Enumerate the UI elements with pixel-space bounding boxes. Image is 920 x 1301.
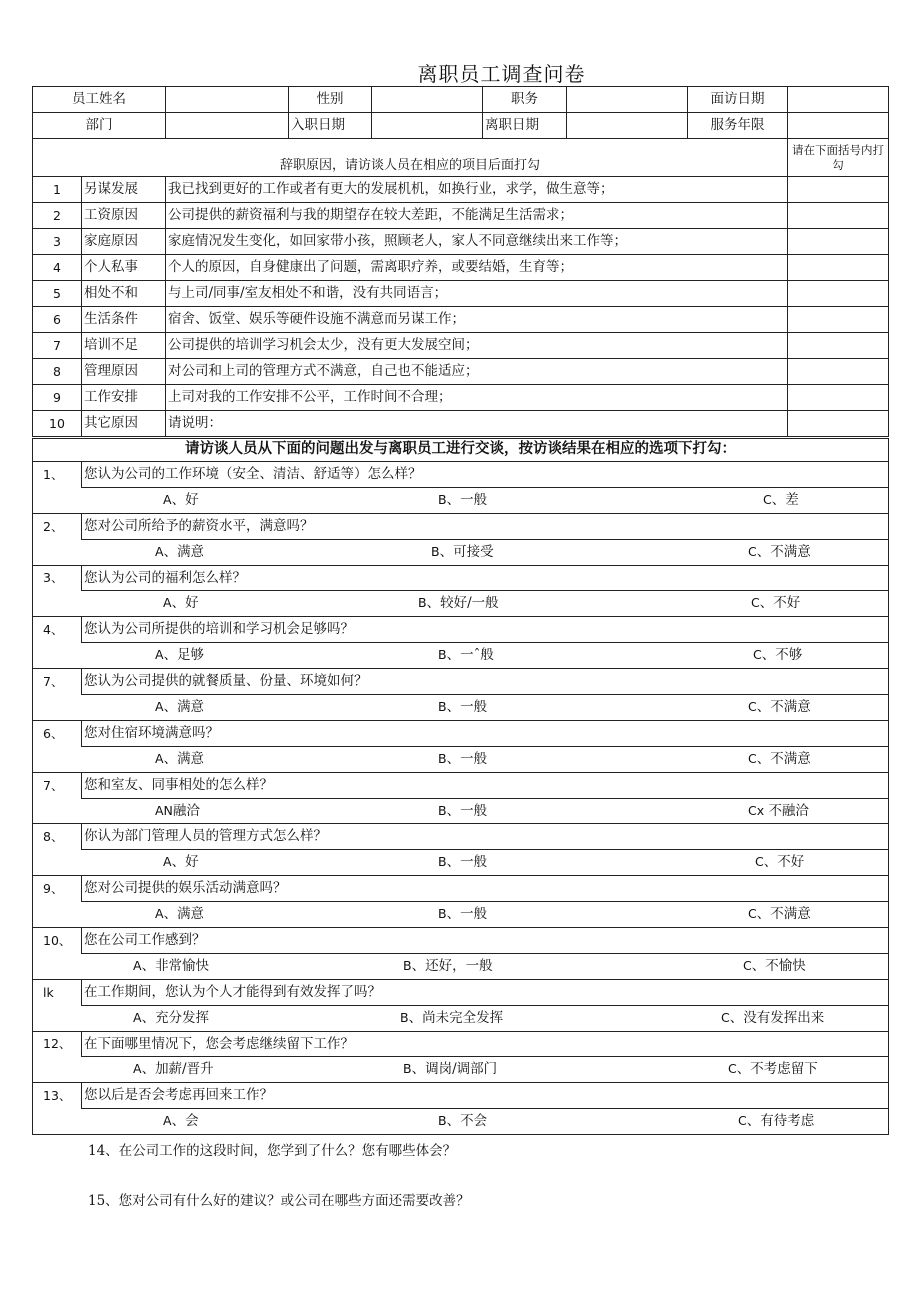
option-letter: C bbox=[721, 1009, 730, 1025]
reason-number: 3 bbox=[33, 229, 82, 255]
option-c[interactable] bbox=[748, 804, 809, 819]
option-separator: 、 bbox=[736, 1061, 751, 1078]
option-text: 有待考虑 bbox=[760, 1113, 815, 1130]
reason-checkbox[interactable] bbox=[788, 385, 889, 411]
option-letter: A bbox=[155, 699, 164, 715]
question-number: 2、 bbox=[33, 513, 82, 539]
option-c[interactable] bbox=[748, 545, 811, 560]
reason-checkbox[interactable] bbox=[788, 255, 889, 281]
option-separator: 、 bbox=[171, 595, 186, 612]
question-text: 您对住宿环境满意吗？ bbox=[82, 720, 889, 746]
reason-number: 7 bbox=[33, 333, 82, 359]
reason-checkbox[interactable] bbox=[788, 307, 889, 333]
option-text: 会 bbox=[185, 1113, 199, 1130]
option-b[interactable] bbox=[438, 907, 487, 922]
option-text: 不会 bbox=[460, 1113, 488, 1130]
option-letter: B bbox=[438, 906, 447, 922]
question-row bbox=[33, 1083, 889, 1109]
question-text: 您对公司提供的娱乐活动满意吗？ bbox=[82, 876, 889, 902]
options-cell bbox=[33, 487, 889, 513]
option-letter: A bbox=[155, 543, 164, 559]
option-separator: 、 bbox=[446, 750, 461, 767]
question-row bbox=[33, 1031, 889, 1057]
option-separator: 、 bbox=[439, 543, 454, 560]
option-b[interactable] bbox=[400, 1011, 503, 1026]
interview-instruction-row bbox=[33, 439, 889, 462]
reason-name: 管理原因 bbox=[82, 359, 166, 385]
option-text: 一般 bbox=[460, 906, 488, 923]
option-letter: C bbox=[755, 854, 764, 870]
option-text: 一般 bbox=[460, 854, 488, 871]
reason-row bbox=[33, 333, 889, 359]
option-text: 不够 bbox=[775, 647, 803, 664]
options-row bbox=[33, 695, 889, 721]
option-text: 不满意 bbox=[770, 750, 811, 767]
option-c[interactable] bbox=[748, 700, 811, 715]
option-b[interactable] bbox=[438, 855, 487, 870]
reasons-instruction: 辞职原因，请访谈人员在相应的项目后面打勾 bbox=[33, 139, 788, 177]
options-row bbox=[33, 850, 889, 876]
question-row bbox=[33, 928, 889, 954]
open-question-15: 15、您对公司有什么好的建议？或公司在哪些方面还需要改善？ bbox=[88, 1193, 470, 1209]
option-letter: B bbox=[438, 1113, 447, 1129]
question-number: 12、 bbox=[33, 1031, 82, 1057]
option-separator: 、 bbox=[763, 854, 778, 871]
option-a[interactable] bbox=[163, 493, 199, 508]
option-separator: 、 bbox=[751, 957, 766, 974]
question-row bbox=[33, 513, 889, 539]
option-letter: Cx bbox=[748, 802, 765, 818]
option-letter: A bbox=[133, 1061, 142, 1077]
reason-checkbox[interactable] bbox=[788, 203, 889, 229]
option-text: 融洽 bbox=[172, 802, 200, 819]
option-separator: 、 bbox=[163, 906, 178, 923]
option-text: 差 bbox=[785, 491, 799, 508]
reason-row bbox=[33, 255, 889, 281]
options-cell bbox=[33, 695, 889, 721]
option-separator: 、 bbox=[163, 543, 178, 560]
option-c[interactable] bbox=[748, 752, 811, 767]
option-text: 不考虑留下 bbox=[750, 1061, 818, 1078]
reason-number: 4 bbox=[33, 255, 82, 281]
option-separator: 、 bbox=[141, 957, 156, 974]
option-text: 充分发挥 bbox=[155, 1009, 210, 1026]
options-cell bbox=[33, 953, 889, 979]
option-text: 一般 bbox=[460, 491, 488, 508]
reason-row bbox=[33, 203, 889, 229]
option-text: 满意 bbox=[177, 699, 205, 716]
reason-name: 其它原因 bbox=[82, 411, 166, 437]
option-text: 尚未完全发挥 bbox=[422, 1009, 504, 1026]
reason-description: 家庭情况发生变化，如回家带小孩，照顾老人，家人不同意继续出来工作等； bbox=[166, 229, 788, 255]
options-row bbox=[33, 746, 889, 772]
option-separator: 、 bbox=[446, 802, 461, 819]
options-cell bbox=[33, 1005, 889, 1031]
option-text: 满意 bbox=[177, 543, 205, 560]
option-a[interactable] bbox=[155, 804, 200, 819]
question-row bbox=[33, 772, 889, 798]
option-letter: B bbox=[438, 750, 447, 766]
option-letter: B bbox=[418, 595, 427, 611]
question-text: 你认为部门管理人员的管理方式怎么样？ bbox=[82, 824, 889, 850]
option-letter: A bbox=[133, 1009, 142, 1025]
info-row-2 bbox=[33, 113, 889, 139]
reason-checkbox[interactable] bbox=[788, 281, 889, 307]
reason-description: 对公司和上司的管理方式不满意，自己也不能适应； bbox=[166, 359, 788, 385]
option-a[interactable] bbox=[133, 959, 209, 974]
option-text: 没有发挥出来 bbox=[743, 1009, 825, 1026]
option-text: 一般 bbox=[460, 802, 488, 819]
option-letter: A bbox=[163, 854, 172, 870]
options-cell bbox=[33, 591, 889, 617]
option-letter: C bbox=[748, 543, 757, 559]
department-field[interactable] bbox=[166, 113, 289, 139]
mark-column-header: 请在下面括号内打勾 bbox=[788, 139, 889, 177]
option-separator: 、 bbox=[446, 491, 461, 508]
reason-number: 8 bbox=[33, 359, 82, 385]
option-letter: A bbox=[155, 647, 164, 663]
question-text: 您认为公司的工作环境（安全、清洁、舒适等）怎么样？ bbox=[82, 462, 889, 488]
question-number: 3、 bbox=[33, 565, 82, 591]
question-row bbox=[33, 565, 889, 591]
question-text: 您认为公司提供的就餐质量、份量、环境如何？ bbox=[82, 669, 889, 695]
option-letter: B bbox=[438, 699, 447, 715]
question-text: 您对公司所给予的薪资水平，满意吗？ bbox=[82, 513, 889, 539]
question-number: 8、 bbox=[33, 824, 82, 850]
options-cell bbox=[33, 1109, 889, 1135]
option-letter: C bbox=[748, 750, 757, 766]
option-letter: C bbox=[751, 595, 760, 611]
reason-checkbox[interactable] bbox=[788, 359, 889, 385]
option-letter: C bbox=[753, 647, 762, 663]
reason-description: 与上司/同事/室友相处不和谐，没有共同语言； bbox=[166, 281, 788, 307]
reason-checkbox[interactable] bbox=[788, 333, 889, 359]
options-row bbox=[33, 591, 889, 617]
reason-number: 6 bbox=[33, 307, 82, 333]
options-cell bbox=[33, 798, 889, 824]
question-number: 10、 bbox=[33, 928, 82, 954]
reason-number: 10 bbox=[33, 411, 82, 437]
option-text: 不满意 bbox=[770, 543, 811, 560]
option-separator: 、 bbox=[171, 854, 186, 871]
option-separator: 、 bbox=[759, 595, 774, 612]
question-text: 在下面哪里情况下，您会考虑继续留下工作？ bbox=[82, 1031, 889, 1057]
options-cell bbox=[33, 902, 889, 928]
reason-description: 公司提供的薪资福利与我的期望存在较大差距，不能满足生活需求； bbox=[166, 203, 788, 229]
question-row bbox=[33, 617, 889, 643]
option-separator: 、 bbox=[163, 647, 178, 664]
option-letter: B bbox=[438, 802, 447, 818]
question-text: 您在公司工作感到？ bbox=[82, 928, 889, 954]
label-leave-date: 离职日期 bbox=[483, 113, 567, 139]
label-hire-date: 入职日期 bbox=[289, 113, 372, 139]
option-text: 满意 bbox=[177, 750, 205, 767]
option-separator: 、 bbox=[756, 699, 771, 716]
option-separator: 、 bbox=[171, 1113, 186, 1130]
option-separator: 、 bbox=[171, 491, 186, 508]
option-separator: 、 bbox=[446, 1113, 461, 1130]
interview-instruction: 请访谈人员从下面的问题出发与离职员工进行交谈，按访谈结果在相应的选项下打勾： bbox=[33, 439, 889, 462]
option-letter: C bbox=[748, 906, 757, 922]
reason-description: 公司提供的培训学习机会太少，没有更大发展空间； bbox=[166, 333, 788, 359]
option-text: 好 bbox=[185, 595, 199, 612]
option-b[interactable] bbox=[438, 1114, 487, 1129]
option-c[interactable] bbox=[721, 1011, 824, 1026]
option-text: 一ˆ般 bbox=[460, 647, 494, 664]
option-separator: 、 bbox=[446, 699, 461, 716]
question-number: 9、 bbox=[33, 876, 82, 902]
option-letter: C bbox=[763, 491, 772, 507]
option-text: 可接受 bbox=[453, 543, 494, 560]
option-c[interactable] bbox=[763, 493, 799, 508]
reason-description: 请说明： bbox=[166, 411, 788, 437]
options-row bbox=[33, 539, 889, 565]
employee-name-field[interactable] bbox=[166, 87, 289, 113]
interview-questions-table bbox=[32, 438, 889, 1135]
option-letter: B bbox=[403, 1061, 412, 1077]
question-number: lk bbox=[33, 979, 82, 1005]
reason-row bbox=[33, 385, 889, 411]
option-a[interactable] bbox=[133, 1062, 214, 1077]
option-text: 调岗/调部门 bbox=[425, 1061, 498, 1078]
options-row bbox=[33, 643, 889, 669]
option-letter: B bbox=[438, 491, 447, 507]
option-separator: 、 bbox=[446, 647, 461, 664]
reason-row bbox=[33, 229, 889, 255]
service-years-field[interactable] bbox=[788, 113, 889, 139]
reason-name: 另谋发展 bbox=[82, 177, 166, 203]
reason-name: 个人私事 bbox=[82, 255, 166, 281]
page-title: 离职员工调查问卷 bbox=[417, 62, 586, 86]
option-b[interactable] bbox=[431, 545, 494, 560]
option-b[interactable] bbox=[403, 959, 493, 974]
option-separator: 、 bbox=[426, 595, 441, 612]
option-a[interactable] bbox=[155, 648, 204, 663]
option-c[interactable] bbox=[755, 855, 804, 870]
option-b[interactable] bbox=[403, 1062, 497, 1077]
option-separator: 、 bbox=[408, 1009, 423, 1026]
question-text: 您认为公司所提供的培训和学习机会足够吗？ bbox=[82, 617, 889, 643]
option-b[interactable] bbox=[418, 596, 499, 611]
question-number: 7、 bbox=[33, 772, 82, 798]
option-separator: 、 bbox=[141, 1061, 156, 1078]
option-a[interactable] bbox=[163, 596, 199, 611]
option-text: 不好 bbox=[773, 595, 801, 612]
option-c[interactable] bbox=[743, 959, 806, 974]
reason-number: 1 bbox=[33, 177, 82, 203]
label-gender: 性别 bbox=[289, 87, 372, 113]
question-number: 1、 bbox=[33, 462, 82, 488]
options-row bbox=[33, 902, 889, 928]
option-b[interactable] bbox=[438, 752, 487, 767]
option-b[interactable] bbox=[438, 700, 487, 715]
option-text: 满意 bbox=[177, 906, 205, 923]
option-letter: B bbox=[403, 957, 412, 973]
options-cell bbox=[33, 746, 889, 772]
interview-date-field[interactable] bbox=[788, 87, 889, 113]
question-text: 您和室友、同事相处的怎么样？ bbox=[82, 772, 889, 798]
reason-name: 家庭原因 bbox=[82, 229, 166, 255]
option-a[interactable] bbox=[155, 700, 204, 715]
options-row bbox=[33, 1005, 889, 1031]
option-separator: 、 bbox=[756, 750, 771, 767]
reasons-header-row bbox=[33, 139, 889, 177]
question-number: 13、 bbox=[33, 1083, 82, 1109]
employee-info-table bbox=[32, 86, 889, 437]
option-text: 不满意 bbox=[770, 699, 811, 716]
gender-field[interactable] bbox=[372, 87, 483, 113]
option-a[interactable] bbox=[155, 907, 204, 922]
option-text: 不愉快 bbox=[765, 957, 806, 974]
option-separator: 、 bbox=[163, 750, 178, 767]
option-letter: A bbox=[163, 1113, 172, 1129]
reason-number: 9 bbox=[33, 385, 82, 411]
option-a[interactable] bbox=[163, 1114, 199, 1129]
option-c[interactable] bbox=[751, 596, 800, 611]
options-row bbox=[33, 1057, 889, 1083]
reason-description: 宿舍、饭堂、娱乐等硬件设施不满意而另谋工作； bbox=[166, 307, 788, 333]
options-cell bbox=[33, 1057, 889, 1083]
open-question-14: 14、在公司工作的这段时间，您学到了什么？您有哪些体会？ bbox=[88, 1143, 457, 1159]
question-row bbox=[33, 462, 889, 488]
option-letter: A bbox=[133, 957, 142, 973]
option-text: 一般 bbox=[460, 750, 488, 767]
option-separator: 、 bbox=[756, 543, 771, 560]
question-row bbox=[33, 824, 889, 850]
question-number: 4、 bbox=[33, 617, 82, 643]
option-separator: 、 bbox=[446, 906, 461, 923]
reason-row bbox=[33, 411, 889, 437]
option-separator: 、 bbox=[756, 906, 771, 923]
reason-checkbox[interactable] bbox=[788, 411, 889, 437]
option-text: 不融洽 bbox=[768, 802, 809, 819]
option-text: 还好，一般 bbox=[425, 957, 493, 974]
option-b[interactable] bbox=[438, 493, 487, 508]
label-service-years: 服务年限 bbox=[688, 113, 788, 139]
question-text: 在工作期间，您认为个人才能得到有效发挥了吗？ bbox=[82, 979, 889, 1005]
option-letter: A bbox=[155, 906, 164, 922]
option-letter: AN bbox=[155, 802, 173, 818]
reason-checkbox[interactable] bbox=[788, 177, 889, 203]
option-text: 一般 bbox=[460, 699, 488, 716]
option-letter: B bbox=[431, 543, 440, 559]
reason-checkbox[interactable] bbox=[788, 229, 889, 255]
options-cell bbox=[33, 539, 889, 565]
reason-name: 工资原因 bbox=[82, 203, 166, 229]
option-a[interactable] bbox=[155, 545, 204, 560]
label-department: 部门 bbox=[33, 113, 166, 139]
option-c[interactable] bbox=[753, 648, 802, 663]
question-text: 您认为公司的福利怎么样？ bbox=[82, 565, 889, 591]
reason-row bbox=[33, 281, 889, 307]
option-separator: 、 bbox=[446, 854, 461, 871]
options-row bbox=[33, 798, 889, 824]
option-text: 不满意 bbox=[770, 906, 811, 923]
option-letter: B bbox=[438, 854, 447, 870]
label-interview-date: 面访日期 bbox=[688, 87, 788, 113]
reason-name: 培训不足 bbox=[82, 333, 166, 359]
reason-row bbox=[33, 177, 889, 203]
reason-row bbox=[33, 307, 889, 333]
label-employee-name: 员工姓名 bbox=[33, 87, 166, 113]
option-letter: C bbox=[738, 1113, 747, 1129]
option-text: 好 bbox=[185, 491, 199, 508]
question-row bbox=[33, 979, 889, 1005]
option-a[interactable] bbox=[155, 752, 204, 767]
info-row-1 bbox=[33, 87, 889, 113]
reason-number: 5 bbox=[33, 281, 82, 307]
option-separator: 、 bbox=[141, 1009, 156, 1026]
reason-name: 工作安排 bbox=[82, 385, 166, 411]
hire-date-field[interactable] bbox=[372, 113, 483, 139]
reason-name: 生活条件 bbox=[82, 307, 166, 333]
option-text: 非常愉快 bbox=[155, 957, 210, 974]
option-text: 不好 bbox=[777, 854, 805, 871]
question-text: 您以后是否会考虑再回来工作？ bbox=[82, 1083, 889, 1109]
reason-number: 2 bbox=[33, 203, 82, 229]
option-separator: 、 bbox=[163, 699, 178, 716]
option-c[interactable] bbox=[748, 907, 811, 922]
question-number: 7、 bbox=[33, 669, 82, 695]
question-row bbox=[33, 876, 889, 902]
options-cell bbox=[33, 643, 889, 669]
option-letter: C bbox=[743, 957, 752, 973]
option-separator: 、 bbox=[411, 1061, 426, 1078]
option-c[interactable] bbox=[738, 1114, 814, 1129]
option-a[interactable] bbox=[133, 1011, 209, 1026]
question-row bbox=[33, 669, 889, 695]
reason-description: 个人的原因，自身健康出了问题，需离职疗养，或要结婚，生育等； bbox=[166, 255, 788, 281]
options-row bbox=[33, 1109, 889, 1135]
question-number: 6、 bbox=[33, 720, 82, 746]
option-separator: 、 bbox=[746, 1113, 761, 1130]
option-letter: B bbox=[400, 1009, 409, 1025]
position-field[interactable] bbox=[567, 87, 688, 113]
option-text: 加薪/晋升 bbox=[155, 1061, 214, 1078]
option-text: 足够 bbox=[177, 647, 205, 664]
reason-row bbox=[33, 359, 889, 385]
option-b[interactable] bbox=[438, 648, 494, 663]
reason-description: 我已找到更好的工作或者有更大的发展机机，如换行业，求学，做生意等； bbox=[166, 177, 788, 203]
leave-date-field[interactable] bbox=[567, 113, 688, 139]
reason-description: 上司对我的工作安排不公平，工作时间不合理； bbox=[166, 385, 788, 411]
label-position: 职务 bbox=[483, 87, 567, 113]
option-letter: A bbox=[163, 491, 172, 507]
options-row bbox=[33, 953, 889, 979]
option-separator: 、 bbox=[761, 647, 776, 664]
reason-name: 相处不和 bbox=[82, 281, 166, 307]
option-b[interactable] bbox=[438, 804, 487, 819]
option-letter: B bbox=[438, 647, 447, 663]
option-c[interactable] bbox=[728, 1062, 818, 1077]
option-text: 好 bbox=[185, 854, 199, 871]
option-separator: 、 bbox=[729, 1009, 744, 1026]
option-separator: 、 bbox=[771, 491, 786, 508]
option-text: 较好/一般 bbox=[440, 595, 499, 612]
option-a[interactable] bbox=[163, 855, 199, 870]
question-row bbox=[33, 720, 889, 746]
option-separator: 、 bbox=[411, 957, 426, 974]
option-letter: A bbox=[155, 750, 164, 766]
option-letter: C bbox=[728, 1061, 737, 1077]
options-cell bbox=[33, 850, 889, 876]
option-letter: C bbox=[748, 699, 757, 715]
options-row bbox=[33, 487, 889, 513]
option-letter: A bbox=[163, 595, 172, 611]
